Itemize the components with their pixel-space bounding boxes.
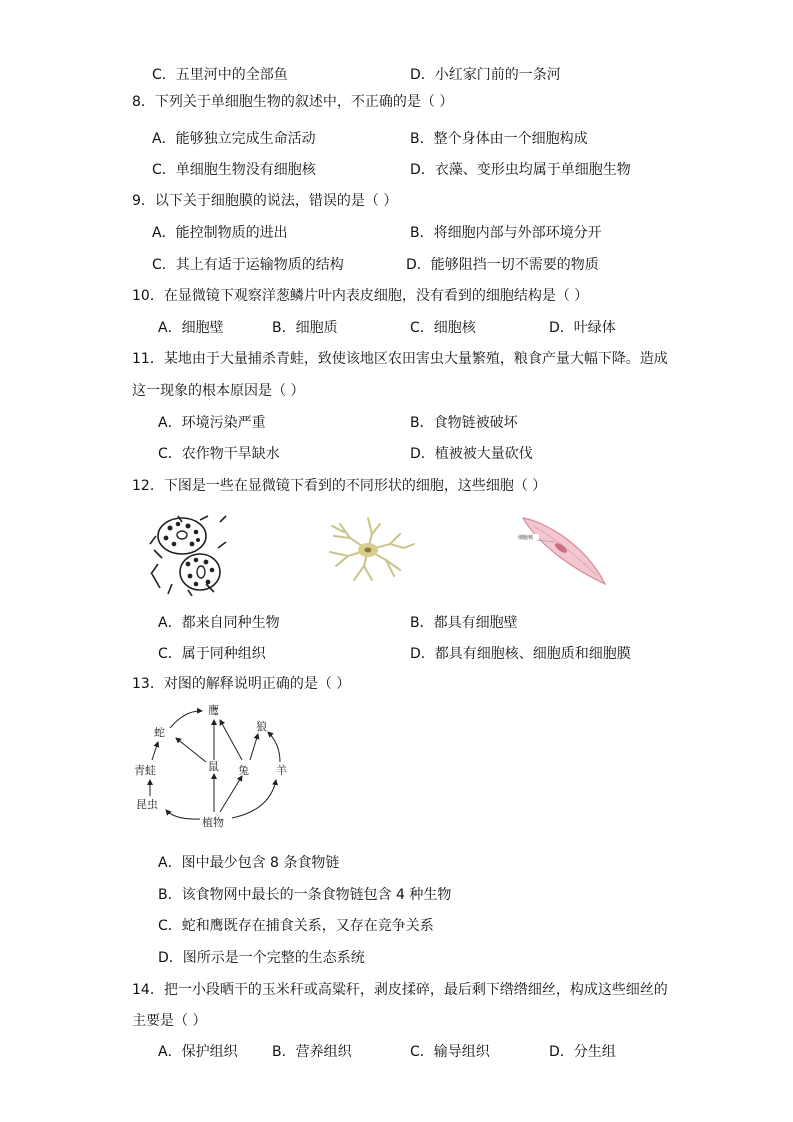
node-sheep: 羊	[276, 764, 287, 777]
node-insect: 昆虫	[136, 798, 158, 811]
q7-option-c: C．五里河中的全部鱼	[152, 67, 288, 83]
node-frog: 青蛙	[134, 764, 156, 777]
node-wolf: 狼	[256, 720, 267, 733]
q14-option-d: D．分生组	[549, 1044, 616, 1060]
q11-option-d: D．植被被大量砍伐	[410, 446, 533, 462]
svg-text:细胞核: 细胞核	[518, 535, 534, 541]
q13-option-d: D．图所示是一个完整的生态系统	[158, 950, 365, 966]
q11-stem-line1: 11．某地由于大量捕杀青蛙，致使该地区农田害虫大量繁殖，粮食产量大幅下降。造成	[132, 351, 668, 367]
q13-option-c: C．蛇和鹰既存在捕食关系，又存在竞争关系	[158, 918, 434, 934]
q14-option-a: A．保护组织	[158, 1044, 238, 1060]
q10-option-b: B．细胞质	[272, 320, 338, 336]
q11-option-b: B．食物链被破坏	[410, 415, 518, 431]
q14-option-b: B．营养组织	[272, 1044, 352, 1060]
q13-option-a: A．图中最少包含 8 条食物链	[158, 855, 340, 871]
q7-option-d: D．小红家门前的一条河	[410, 67, 561, 83]
q12-stem: 12．下图是一些在显微镜下看到的不同形状的细胞，这些细胞（ ）	[132, 478, 547, 494]
q10-stem: 10．在显微镜下观察洋葱鳞片叶内表皮细胞，没有看到的细胞结构是（ ）	[132, 288, 589, 304]
q8-stem: 8．下列关于单细胞生物的叙述中，不正确的是（ ）	[132, 94, 454, 110]
q8-option-a: A．能够独立完成生命活动	[152, 131, 316, 147]
node-rabbit: 兔	[238, 764, 249, 777]
node-plant: 植物	[202, 816, 224, 829]
q14-option-c: C．输导组织	[410, 1044, 490, 1060]
q10-option-d: D．叶绿体	[549, 320, 616, 336]
q10-option-a: A．细胞壁	[158, 320, 224, 336]
q14-stem-line2: 主要是（ ）	[132, 1013, 207, 1029]
q11-stem-line2: 这一现象的根本原因是（ ）	[132, 383, 305, 399]
q12-option-c: C．属于同种组织	[158, 646, 266, 662]
node-eagle: 鹰	[208, 704, 219, 717]
q9-option-c: C．其上有适于运输物质的结构	[152, 257, 344, 273]
q8-option-b: B．整个身体由一个细胞构成	[410, 131, 588, 147]
q9-option-b: B．将细胞内部与外部环境分开	[410, 225, 602, 241]
plant-cells-figure	[148, 514, 228, 596]
q13-option-b: B．该食物网中最长的一条食物链包含 4 种生物	[158, 887, 452, 903]
q12-option-b: B．都具有细胞壁	[410, 615, 518, 631]
q12-option-d: D．都具有细胞核、细胞质和细胞膜	[410, 646, 631, 662]
node-mouse: 鼠	[208, 760, 219, 773]
q14-stem-line1: 14．把一小段晒干的玉米秆或高粱秆，剥皮揉碎，最后剩下绺绺细丝，构成这些细丝的	[132, 982, 668, 998]
q11-option-a: A．环境污染严重	[158, 415, 266, 431]
muscle-cell-figure	[515, 512, 610, 588]
q13-stem: 13．对图的解释说明正确的是（ ）	[132, 676, 351, 692]
q8-option-d: D．衣藻、变形虫均属于单细胞生物	[410, 162, 631, 178]
q10-option-c: C．细胞核	[410, 320, 476, 336]
node-snake: 蛇	[154, 726, 165, 739]
neuron-figure	[320, 514, 416, 586]
q8-option-c: C．单细胞生物没有细胞核	[152, 162, 316, 178]
food-web-diagram	[130, 700, 300, 835]
q11-option-c: C．农作物干旱缺水	[158, 446, 280, 462]
q9-option-d: D．能够阻挡一切不需要的物质	[406, 257, 599, 273]
q12-option-a: A．都来自同种生物	[158, 615, 280, 631]
q9-option-a: A．能控制物质的进出	[152, 225, 288, 241]
q9-stem: 9．以下关于细胞膜的说法，错误的是（ ）	[132, 193, 398, 209]
